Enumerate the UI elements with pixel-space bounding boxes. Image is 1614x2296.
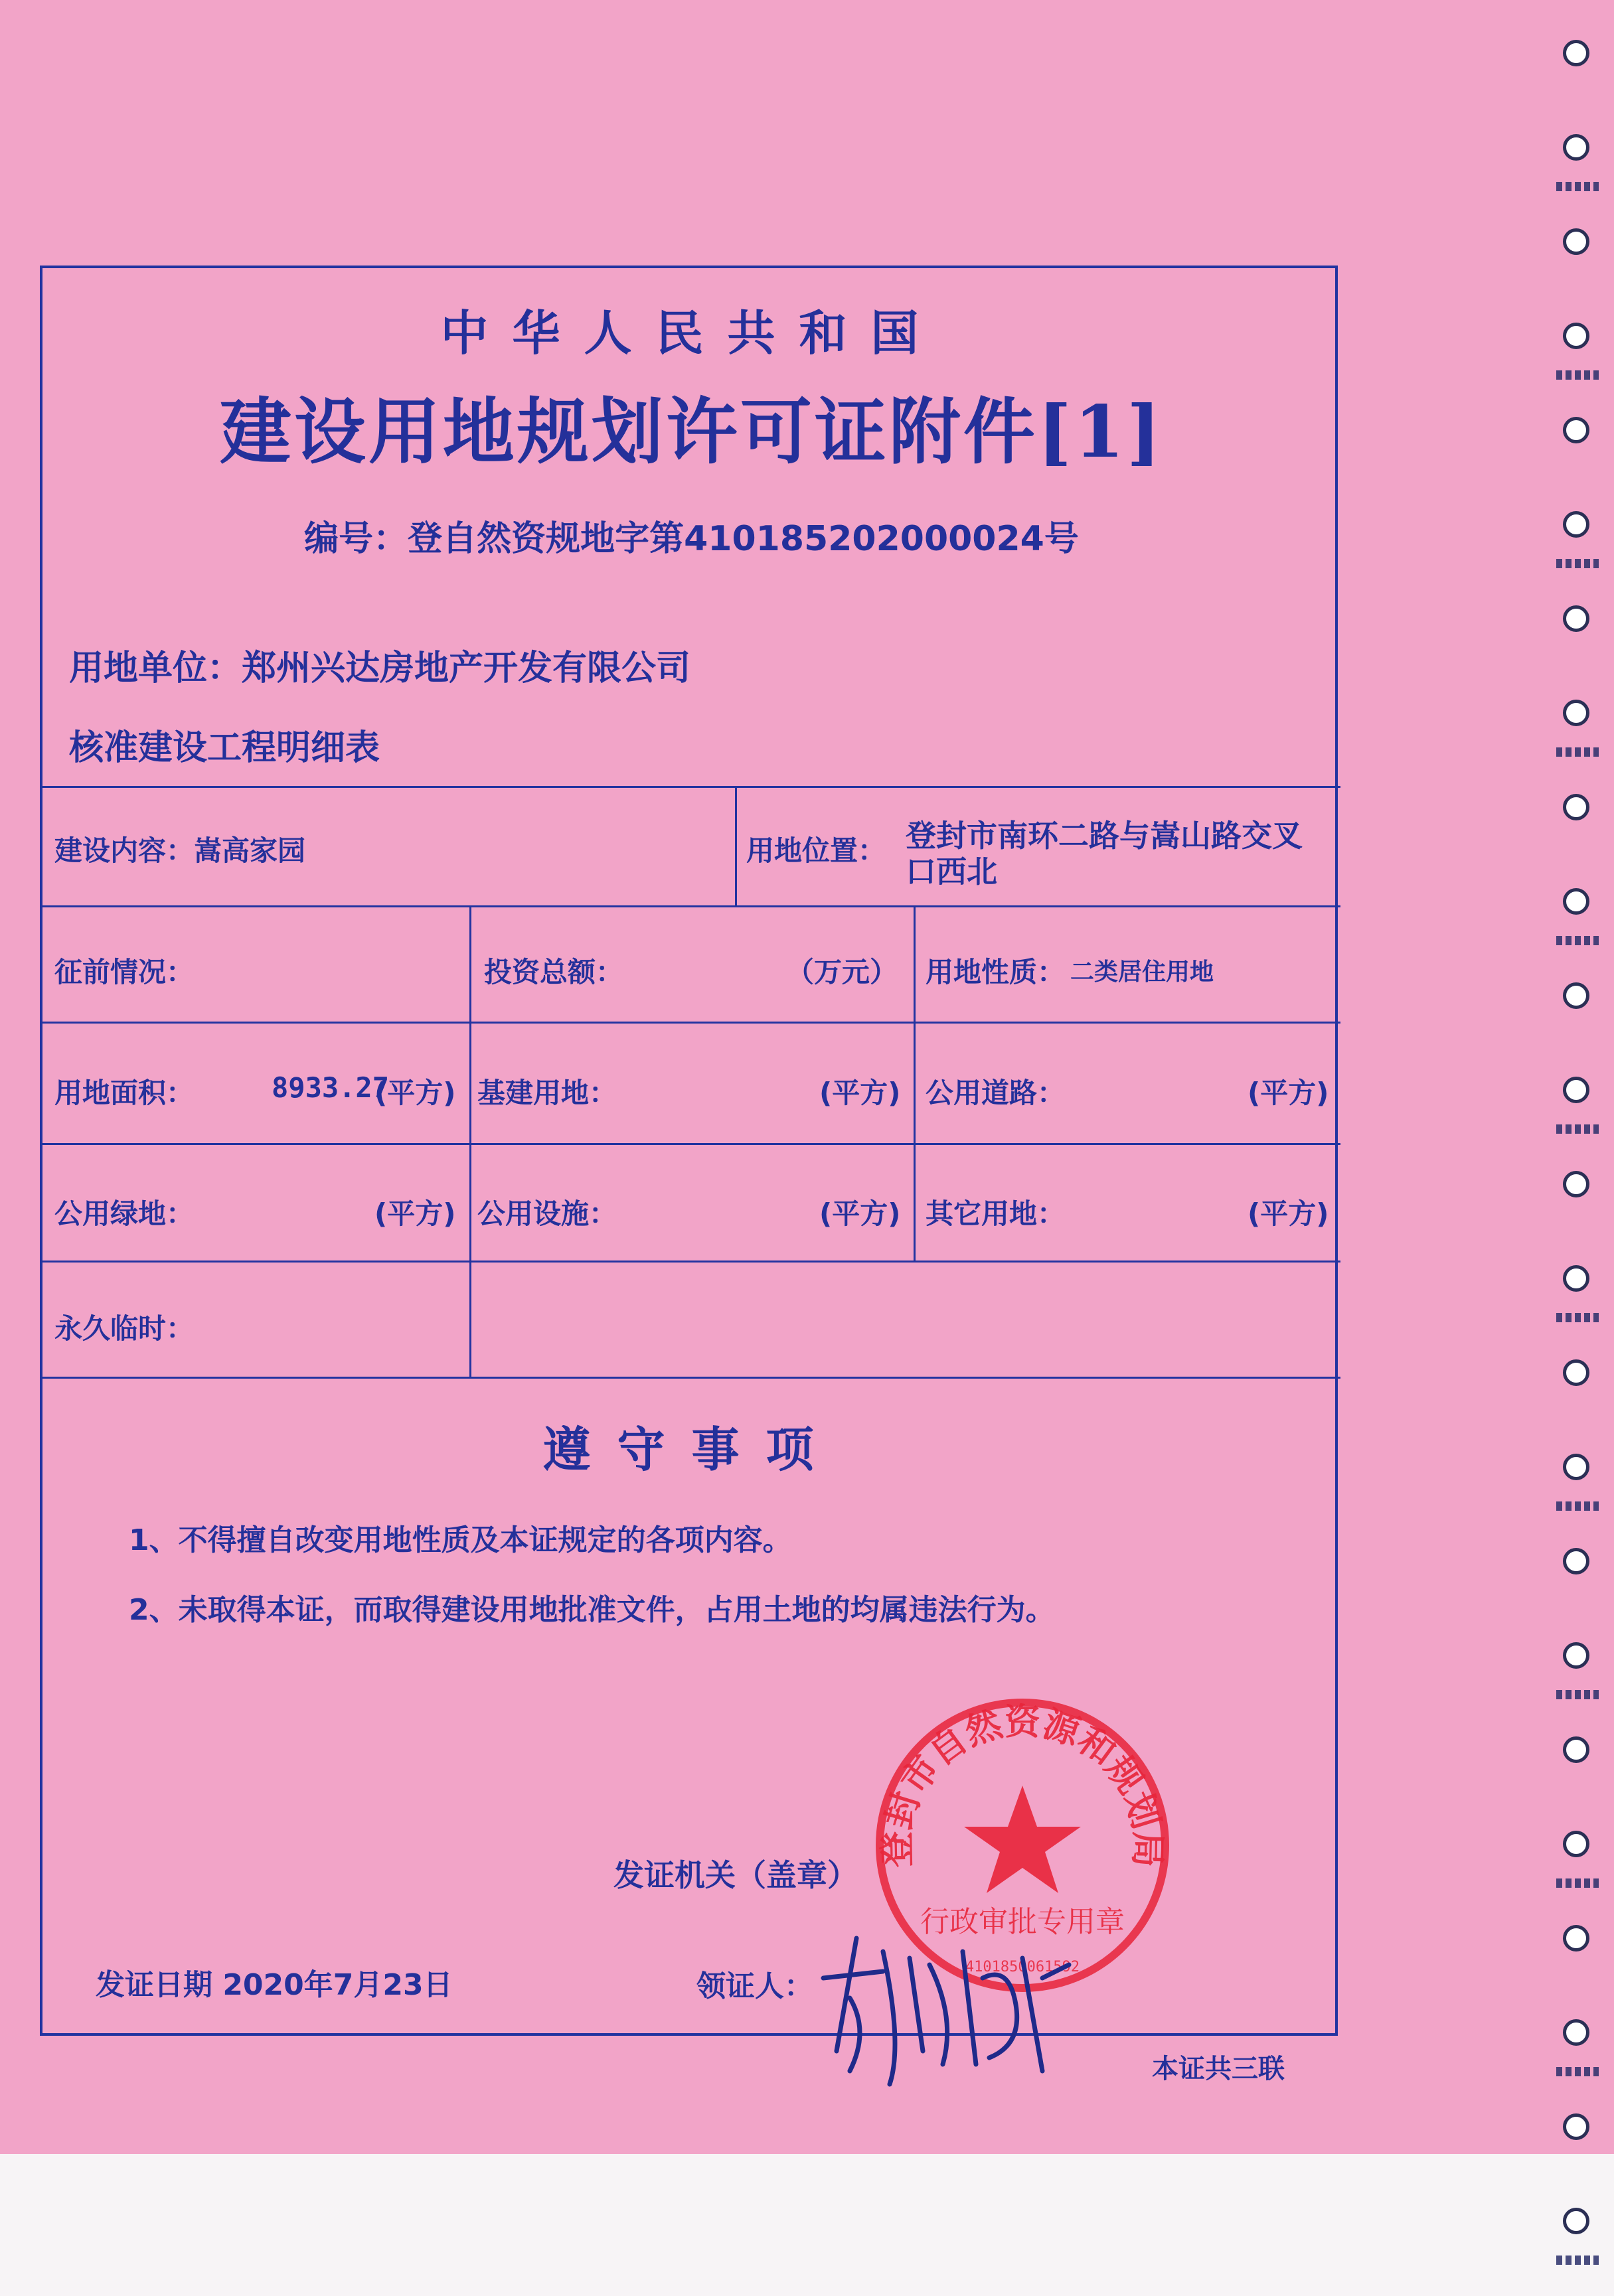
public-green-unit: (平方)	[374, 1197, 456, 1230]
feed-hole	[1563, 2113, 1589, 2140]
paper-bottom-strip	[0, 2154, 1614, 2296]
tractor-feed-holes	[1547, 0, 1614, 2296]
feed-hole	[1563, 2208, 1589, 2234]
land-unit: 用地单位：郑州兴达房地产开发有限公司	[69, 649, 691, 688]
feed-hole	[1563, 1359, 1589, 1386]
perforation-mark	[1556, 2256, 1599, 2265]
copies-note: 本证共三联	[1152, 2054, 1285, 2084]
investment-unit: （万元）	[786, 956, 898, 988]
seal-inner-text: 行政审批专用章	[920, 1905, 1125, 1939]
table-line	[42, 905, 1340, 907]
other-land-unit: (平方)	[1248, 1197, 1329, 1230]
perforation-mark	[1556, 182, 1599, 191]
public-facilities-label: 公用设施：	[477, 1197, 617, 1230]
nation-title: 中华人民共和国	[440, 305, 943, 361]
table-line	[42, 1143, 1340, 1145]
land-area-unit: (平方)	[374, 1077, 456, 1109]
feed-hole	[1563, 794, 1589, 820]
pre-acquisition-status: 征前情况：	[54, 956, 195, 988]
table-line	[42, 786, 1340, 788]
table-line	[42, 1022, 1340, 1024]
table-line	[42, 1377, 1340, 1379]
table-line	[42, 1261, 1340, 1263]
feed-hole	[1563, 982, 1589, 1009]
seal-outer-text: 登封市自然资源和规划局	[875, 1700, 1170, 1868]
land-location-label: 用地位置：	[746, 834, 886, 867]
feed-hole	[1563, 1265, 1589, 1292]
feed-hole	[1563, 1171, 1589, 1197]
table-line	[469, 905, 471, 1377]
perforation-mark	[1556, 559, 1599, 568]
feed-hole	[1563, 323, 1589, 349]
certificate-title: 建设用地规划许可证附件[1]	[219, 390, 1164, 474]
feed-hole	[1563, 1831, 1589, 1857]
receiver-signature	[810, 1898, 1089, 2098]
feed-hole	[1563, 1642, 1589, 1669]
feed-hole	[1563, 888, 1589, 915]
notice-item: 1、不得擅自改变用地性质及本证规定的各项内容。	[129, 1523, 792, 1557]
feed-hole	[1563, 1925, 1589, 1952]
certificate-number: 编号：登自然资规地字第410185202000024号	[304, 519, 1079, 559]
perforation-mark	[1556, 1878, 1599, 1888]
land-location-value: 登封市南环二路与嵩山路交叉口西北	[906, 818, 1303, 889]
feed-hole	[1563, 417, 1589, 443]
seal-code: 4101850061592	[965, 1959, 1080, 1975]
feed-hole	[1563, 1548, 1589, 1574]
section-title: 核准建设工程明细表	[69, 728, 380, 768]
issuing-authority: 发证机关（盖章）	[613, 1857, 858, 1893]
public-road-label: 公用道路：	[926, 1077, 1066, 1109]
perforation-mark	[1556, 2067, 1599, 2076]
public-green-label: 公用绿地：	[54, 1197, 195, 1230]
investment-total-label: 投资总额：	[484, 956, 624, 988]
public-facilities-unit: (平方)	[819, 1197, 901, 1230]
permanent-temporary-label: 永久临时：	[54, 1312, 195, 1345]
feed-hole	[1563, 228, 1589, 255]
infrastructure-land-label: 基建用地：	[477, 1077, 617, 1109]
perforation-mark	[1556, 747, 1599, 757]
feed-hole	[1563, 511, 1589, 538]
public-road-unit: (平方)	[1248, 1077, 1329, 1109]
notice-title: 遵守事项	[542, 1421, 841, 1478]
land-nature-label: 用地性质：	[926, 956, 1066, 988]
perforation-mark	[1556, 1124, 1599, 1134]
certificate-receiver: 领证人：	[696, 1969, 813, 2003]
feed-hole	[1563, 605, 1589, 632]
feed-hole	[1563, 1454, 1589, 1480]
feed-hole	[1563, 134, 1589, 161]
feed-hole	[1563, 2019, 1589, 2046]
feed-hole	[1563, 700, 1589, 726]
land-area-label: 用地面积：	[54, 1077, 195, 1109]
perforation-mark	[1556, 1690, 1599, 1699]
construction-content: 建设内容：嵩高家园	[54, 834, 306, 867]
perforation-mark	[1556, 1501, 1599, 1511]
perforation-mark	[1556, 370, 1599, 380]
other-land-label: 其它用地：	[926, 1197, 1066, 1230]
notice-item: 2、未取得本证，而取得建设用地批准文件，占用土地的均属违法行为。	[129, 1593, 1055, 1627]
land-nature-value: 二类居住用地	[1070, 958, 1214, 986]
feed-hole	[1563, 1736, 1589, 1763]
feed-hole	[1563, 1077, 1589, 1103]
land-area-value: 8933.27	[272, 1071, 390, 1104]
table-line	[914, 905, 916, 1261]
table-line	[735, 786, 737, 905]
feed-hole	[1563, 40, 1589, 66]
perforation-mark	[1556, 1313, 1599, 1322]
perforation-mark	[1556, 936, 1599, 945]
issue-date: 发证日期 2020年7月23日	[96, 1968, 453, 2002]
infrastructure-land-unit: (平方)	[819, 1077, 901, 1109]
